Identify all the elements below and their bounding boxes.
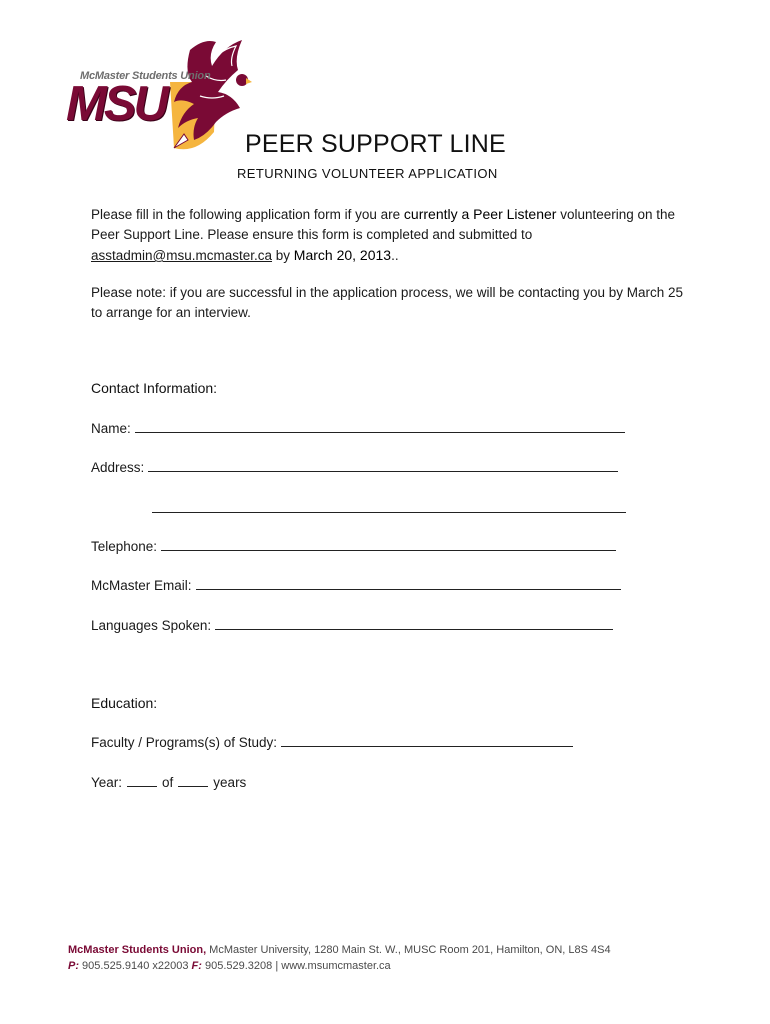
note-paragraph: Please note: if you are successful in the application process, we will be contacting you by March 25 to arrange for an interview.	[91, 285, 684, 320]
name-field	[91, 420, 625, 436]
languages-input-line[interactable]	[215, 617, 613, 630]
faculty-input-line[interactable]	[281, 734, 573, 747]
footer-contact	[68, 960, 391, 972]
year-of-text: of	[162, 775, 174, 790]
education-heading: Education:	[91, 695, 158, 711]
intro-text-d: ..	[391, 248, 399, 263]
email-input-line[interactable]	[196, 577, 621, 590]
contact-heading: Contact Information:	[91, 380, 218, 396]
address-input-line[interactable]	[148, 459, 618, 472]
name-label: Name:	[91, 421, 131, 436]
address-field	[91, 459, 618, 475]
year-field	[91, 774, 246, 790]
footer-phone-key: P:	[68, 960, 79, 972]
intro-text-c: by	[272, 248, 294, 263]
logo-org-text: McMaster Students Union	[80, 70, 211, 82]
intro-emphasis: currently a Peer Listener	[403, 206, 557, 222]
footer-fax-key: F:	[191, 960, 202, 972]
footer-address-text: McMaster University, 1280 Main St. W., MUSC Room 201, Hamilton, ON, L8S 4S4	[206, 944, 611, 956]
footer-address	[68, 944, 611, 956]
footer-fax: 905.529.3208	[201, 960, 276, 972]
footer-phone: 905.525.9140 x22003	[79, 960, 192, 972]
footer-separator: |	[275, 960, 279, 972]
faculty-field	[91, 734, 573, 750]
year-input-line[interactable]	[127, 774, 157, 787]
email-label: McMaster Email:	[91, 578, 192, 593]
languages-label: Languages Spoken:	[91, 618, 212, 633]
years-text: years	[213, 775, 247, 790]
telephone-input-line[interactable]	[161, 538, 616, 551]
email-field	[91, 577, 621, 593]
footer-org: McMaster Students Union,	[68, 944, 207, 956]
logo-acronym: MSU	[66, 77, 166, 131]
total-years-input-line[interactable]	[178, 774, 208, 787]
address-label: Address:	[91, 460, 145, 475]
page-subtitle: RETURNING VOLUNTEER APPLICATION	[237, 166, 498, 181]
deadline-date: March 20, 2013	[293, 247, 392, 263]
address-input-line-2[interactable]	[152, 512, 626, 513]
footer-website[interactable]: www.msumcmaster.ca	[278, 960, 391, 972]
email-link[interactable]: asstadmin@msu.mcmaster.ca	[91, 248, 273, 263]
telephone-label: Telephone:	[91, 539, 158, 554]
intro-text-b: volunteering on the Peer Support Line. Please ensure this form is completed and submitted to	[91, 207, 676, 242]
intro-text-a: Please fill in the following application form if you are	[91, 207, 404, 222]
intro-paragraph	[91, 204, 691, 266]
year-label: Year:	[91, 775, 123, 790]
page-title: PEER SUPPORT LINE	[245, 130, 506, 158]
faculty-label: Faculty / Programs(s) of Study:	[91, 735, 278, 750]
name-input-line[interactable]	[135, 420, 625, 433]
telephone-field	[91, 538, 616, 554]
languages-field	[91, 617, 613, 633]
